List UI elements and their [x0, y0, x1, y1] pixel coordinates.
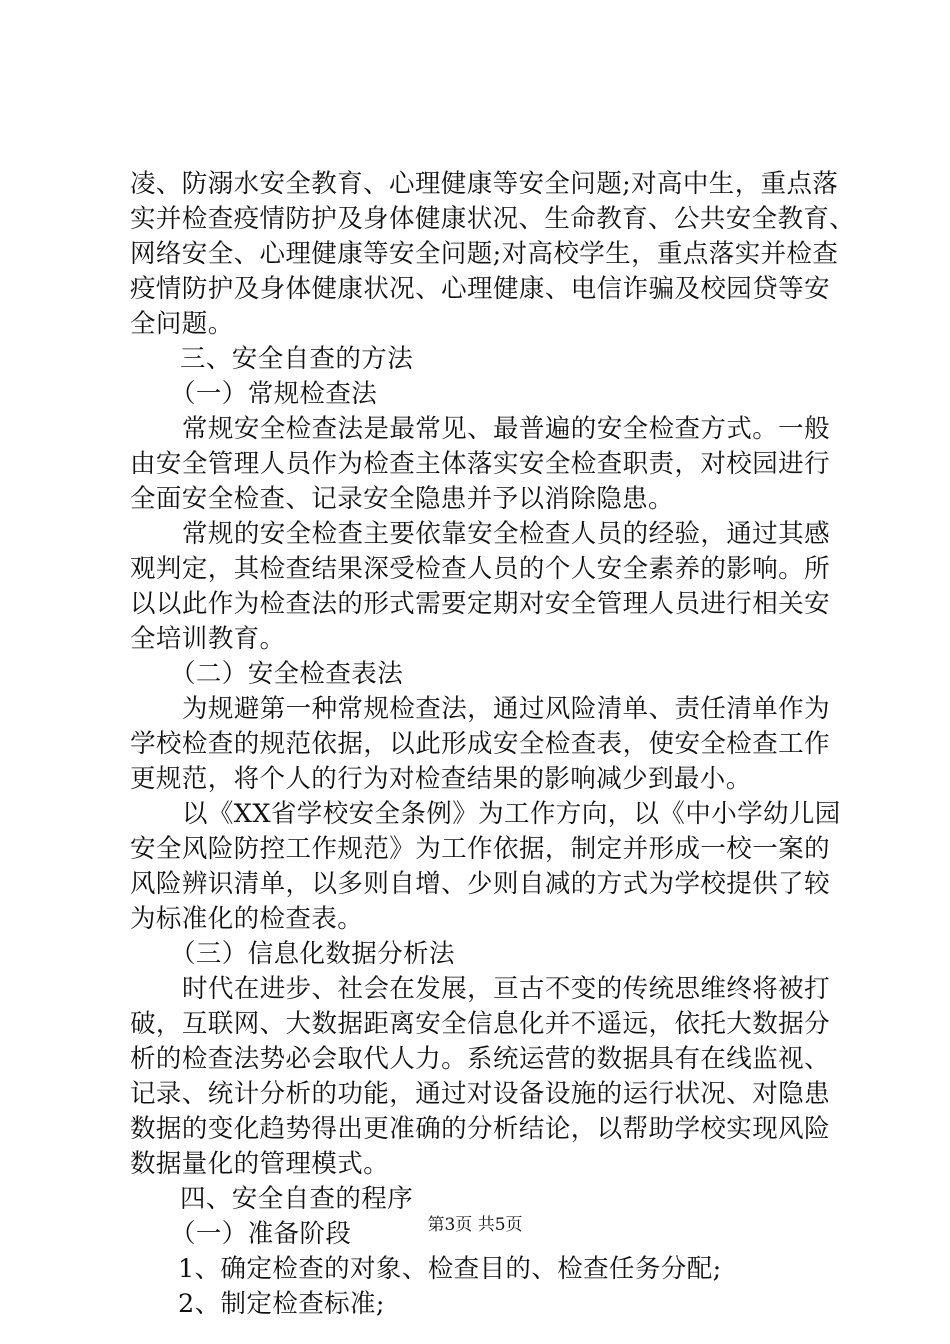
paragraph-line: 全问题。 [130, 309, 234, 339]
paragraph-line: 时代在进步、社会在发展，亘古不变的传统思维终将被打 [182, 974, 830, 1004]
paragraph-line: 破，互联网、大数据距离安全信息化并不遥远，依托大数据分 [130, 1009, 830, 1039]
list-item: 1、确定检查的对象、检查目的、检查任务分配; [178, 1254, 722, 1284]
paragraph-line: 网络安全、心理健康等安全问题;对高校学生，重点落实并检查 [130, 239, 839, 269]
subsection-heading: （一）常规检查法 [170, 379, 378, 409]
section-heading: 四、安全自查的程序 [180, 1184, 414, 1214]
paragraph-line: 析的检查法势必会取代人力。系统运营的数据具有在线监视、 [130, 1044, 830, 1074]
paragraph-line: 实并检查疫情防护及身体健康状况、生命教育、公共安全教育、 [130, 204, 856, 234]
paragraph-line: 数据的变化趋势得出更准确的分析结论，以帮助学校实现风险 [130, 1114, 830, 1144]
paragraph-line: 以以此作为检查法的形式需要定期对安全管理人员进行相关安 [130, 589, 830, 619]
paragraph-line: 疫情防护及身体健康状况、心理健康、电信诈骗及校园贷等安 [130, 274, 830, 304]
page-footer: 第3页 共5页 [427, 1215, 523, 1235]
paragraph-line: 安全风险防控工作规范》为工作依据，制定并形成一校一案的 [130, 834, 830, 864]
paragraph-line: 全面安全检查、记录安全隐患并予以消除隐患。 [130, 484, 674, 514]
subsection-heading: （二）安全检查表法 [170, 659, 404, 689]
paragraph-line: 以《XX省学校安全条例》为工作方向，以《中小学幼儿园 [182, 799, 841, 829]
paragraph-line: 记录、统计分析的功能，通过对设备设施的运行状况、对隐患 [130, 1079, 830, 1109]
paragraph-line: 风险辨识清单，以多则自增、少则自减的方式为学校提供了较 [130, 869, 830, 899]
subsection-heading: （三）信息化数据分析法 [170, 939, 455, 969]
paragraph-line: 由安全管理人员作为检查主体落实安全检查职责，对校园进行 [130, 449, 830, 479]
list-item: 2、制定检查标准; [178, 1289, 385, 1319]
subsection-heading: （一）准备阶段 [170, 1219, 352, 1249]
paragraph-line: 为规避第一种常规检查法，通过风险清单、责任清单作为 [182, 694, 830, 724]
paragraph-line: 凌、防溺水安全教育、心理健康等安全问题;对高中生，重点落 [130, 169, 839, 199]
paragraph-line: 常规安全检查法是最常见、最普遍的安全检查方式。一般 [182, 414, 830, 444]
paragraph-line: 观判定，其检查结果深受检查人员的个人安全素养的影响。所 [130, 554, 830, 584]
paragraph-line: 全培训教育。 [130, 624, 286, 654]
section-heading: 三、安全自查的方法 [180, 344, 414, 374]
paragraph-line: 常规的安全检查主要依靠安全检查人员的经验，通过其感 [182, 519, 830, 549]
paragraph-line: 学校检查的规范依据，以此形成安全检查表，使安全检查工作 [130, 729, 830, 759]
paragraph-line: 更规范，将个人的行为对检查结果的影响减少到最小。 [130, 764, 752, 794]
paragraph-line: 数据量化的管理模式。 [130, 1149, 390, 1179]
paragraph-line: 为标准化的检查表。 [130, 904, 364, 934]
